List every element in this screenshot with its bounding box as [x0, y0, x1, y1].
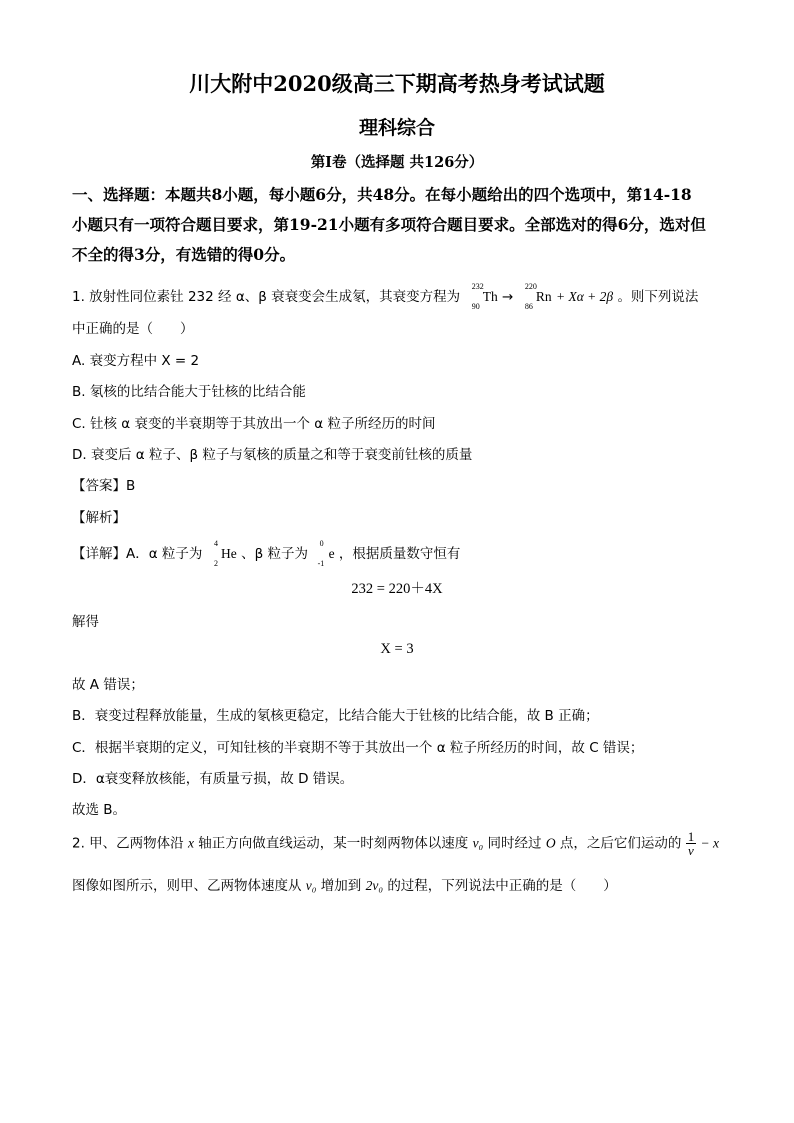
page-subtitle: 理科综合 — [358, 117, 435, 139]
q1-option-c: C. 钍核 α 衰变的半衰期等于其放出一个 α 粒子所经历的时间 — [72, 416, 436, 432]
equation-result: X = 3 — [380, 641, 414, 657]
q1-answer: 【答案】B — [72, 478, 136, 494]
explanation-c: C．根据半衰期的定义，可知钍核的半衰期不等于其放出一个 α 粒子所经历的时间，故 C 错误； — [72, 740, 644, 756]
explanation-d: D．α衰变释放核能，有质量亏损，故 D 错误。 — [72, 771, 354, 787]
q2-stem-line-2: 图像如图所示，则甲、乙两物体速度从 v₀ 增加到 2v₀ 的过程，下列说法中正确的是（ ） — [72, 878, 617, 894]
conclusion-a: 故 A 错误； — [72, 677, 144, 693]
reciprocal-velocity-fraction: $\frac{1}{v}$ — [687, 829, 695, 858]
q1-stem-line-2: 中正确的是（ ） — [72, 321, 194, 337]
solve-label: 解得 — [72, 614, 99, 630]
q1-analysis-label: 【解析】 — [72, 510, 126, 526]
page-title: 川大附中2020级高三下期高考热身考试试题 — [189, 71, 605, 96]
instruction-line-2: 小题只有一项符合题目要求，第19-21小题有多项符合题目要求。全部选对的得6分，选对但 — [72, 215, 706, 234]
final-choice: 故选 B。 — [72, 802, 127, 818]
equation-mass-conservation: 232 = 220＋4X — [351, 581, 443, 597]
instruction-line-1: 一、选择题：本题共8小题，每小题6分，共48分。在每小题给出的四个选项中，第14-18 — [72, 185, 692, 204]
q1-option-a: A. 衰变方程中 X = 2 — [72, 353, 200, 369]
q1-stem-line-1 — [72, 282, 699, 311]
thorium-nuclide: 232 90 Th — [471, 282, 498, 311]
q2-stem-line-1: 2. 甲、乙两物体沿 x 轴正方向做直线运动，某一时刻两物体以速度 v₀ 同时经过 O 点，之后它们运动的 $\frac{1}{v}$ − x — [72, 829, 719, 858]
radon-nuclide: 220 86 Rn — [524, 282, 552, 311]
q1-stem-after: 。则下列说法 — [617, 289, 699, 305]
q1-option-b: B. 氡核的比结合能大于钍核的比结合能 — [72, 384, 306, 400]
q1-detail-line: 【详解】A．α 粒子为 4 2 He 、β 粒子为 0 -1 e ，根据质量数守恒有 — [72, 539, 461, 568]
electron-nuclide: 0 -1 e — [317, 539, 335, 568]
arrow-symbol: → — [502, 289, 514, 305]
explanation-b: B．衰变过程释放能量，生成的氡核更稳定，比结合能大于钍核的比结合能，故 B 正确； — [72, 708, 599, 724]
q1-option-d: D. 衰变后 α 粒子、β 粒子与氡核的质量之和等于衰变前钍核的质量 — [72, 447, 473, 463]
equation-tail: + Xα + 2β — [555, 289, 614, 304]
instruction-line-3: 不全的得3分，有选错的得0分。 — [72, 245, 296, 264]
q1-stem-text: 1. 放射性同位素钍 232 经 α、β 衰衰变会生成氡，其衰变方程为 — [72, 289, 461, 305]
section-heading: 第Ⅰ卷（选择题 共126分） — [310, 154, 484, 171]
helium-nuclide: 4 2 He — [214, 539, 237, 568]
